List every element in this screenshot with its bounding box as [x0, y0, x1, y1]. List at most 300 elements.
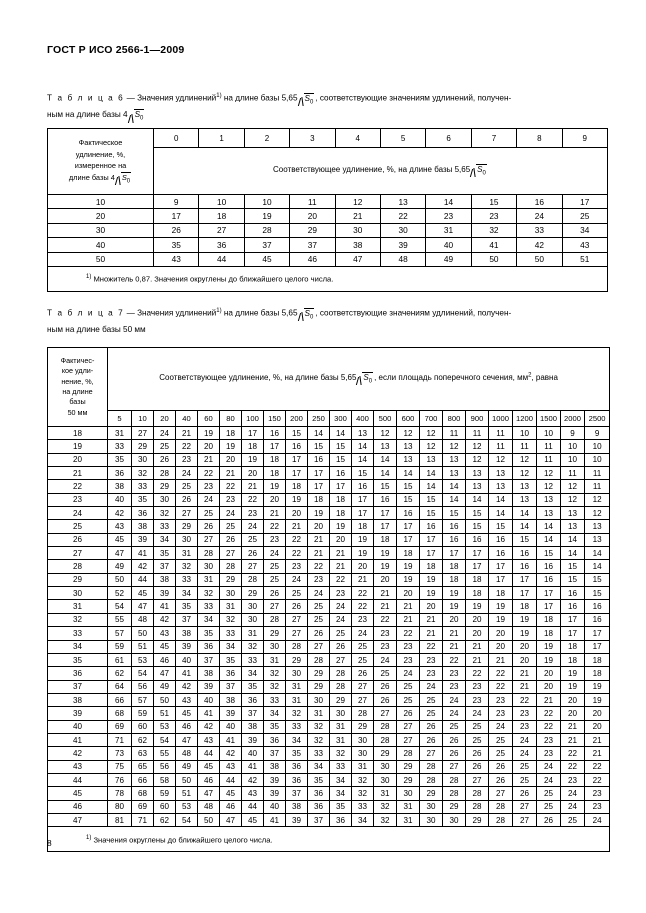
table7-row-label: 20 — [48, 453, 108, 466]
table7-cell: 21 — [374, 587, 397, 600]
table7-stub-line-2: кое удли- — [61, 366, 94, 376]
table6-row-label: 40 — [48, 238, 154, 252]
table7-cell: 25 — [308, 613, 330, 626]
table6-col-header: 6 — [426, 129, 471, 148]
table6-cell: 41 — [471, 238, 516, 252]
table7-cell: 25 — [513, 760, 537, 773]
table7-cell: 10 — [537, 427, 561, 440]
table7-cell: 32 — [176, 560, 198, 573]
table7-cell: 26 — [176, 493, 198, 506]
table7-cell: 10 — [513, 427, 537, 440]
table7-cell: 20 — [286, 507, 308, 520]
table7-cell: 25 — [420, 707, 443, 720]
table7-cell: 18 — [220, 427, 242, 440]
table7-row-label: 31 — [48, 600, 108, 613]
table7-col-header: 200 — [286, 411, 308, 427]
table7-row-label: 33 — [48, 627, 108, 640]
table7-cell: 17 — [513, 573, 537, 586]
table7-col-header: 20 — [154, 411, 176, 427]
table7-cell: 15 — [330, 440, 352, 453]
table7-cell: 23 — [242, 507, 264, 520]
table7-cell: 68 — [108, 707, 132, 720]
table7-cell: 28 — [286, 640, 308, 653]
table7-cell: 22 — [585, 773, 610, 786]
table7-cell: 30 — [374, 760, 397, 773]
table7-cell: 28 — [489, 813, 513, 826]
table7-cell: 23 — [489, 707, 513, 720]
table6-row-label: 50 — [48, 252, 154, 266]
table7-cell: 69 — [108, 720, 132, 733]
table7-cell: 20 — [537, 680, 561, 693]
table6-cell: 29 — [290, 223, 335, 237]
table7-cell: 27 — [443, 760, 466, 773]
table7-cell: 21 — [176, 427, 198, 440]
table7-caption-text-4: ным на длине базы 50 мм — [47, 325, 146, 335]
table7-cell: 17 — [585, 640, 610, 653]
table7-row-label: 18 — [48, 427, 108, 440]
table7-cell: 41 — [264, 813, 286, 826]
table7-cell: 23 — [585, 787, 610, 800]
table7-cell: 20 — [330, 533, 352, 546]
table7-cell: 25 — [489, 747, 513, 760]
table7-cell: 15 — [352, 467, 374, 480]
table7-cell: 28 — [466, 787, 489, 800]
page-number: 8 — [47, 838, 52, 848]
table7-row-label: 42 — [48, 747, 108, 760]
table7-row-label: 44 — [48, 773, 108, 786]
table7-cell: 48 — [132, 613, 154, 626]
table7-cell: 32 — [374, 813, 397, 826]
table7-body — [48, 427, 610, 827]
table7-cell: 38 — [242, 720, 264, 733]
table7-cell: 15 — [330, 453, 352, 466]
table7-cell: 41 — [220, 733, 242, 746]
table7-cell: 42 — [154, 613, 176, 626]
table7-foot — [48, 827, 610, 852]
table7-cell: 29 — [330, 693, 352, 706]
table7-cell: 34 — [176, 587, 198, 600]
table7-cell: 11 — [537, 440, 561, 453]
table7-cell: 23 — [443, 667, 466, 680]
table6-span-radical-sub: 0 — [482, 170, 486, 177]
table7-caption-radical-1-sub: 0 — [309, 314, 314, 321]
table7-cell: 29 — [264, 627, 286, 640]
table7-footnote-text: Значения округлены до ближайшего целого числа. — [93, 835, 273, 845]
table7-cell: 18 — [537, 627, 561, 640]
table7-cell: 30 — [198, 560, 220, 573]
table7-cell: 17 — [561, 613, 585, 626]
table7-cell: 30 — [420, 800, 443, 813]
table7-cell: 34 — [198, 613, 220, 626]
table7-cell: 25 — [420, 693, 443, 706]
table7-cell: 29 — [397, 760, 420, 773]
sqrt-radical-icon — [299, 306, 315, 323]
table7-cell: 22 — [537, 707, 561, 720]
table6-cell: 27 — [199, 223, 244, 237]
table7-cell: 50 — [198, 813, 220, 826]
table7-cell: 16 — [466, 533, 489, 546]
table7-cell: 31 — [374, 787, 397, 800]
table7-cell: 20 — [242, 467, 264, 480]
table7-cell: 27 — [352, 680, 374, 693]
table7-cell: 41 — [242, 760, 264, 773]
table7-cell: 21 — [585, 733, 610, 746]
table7-cell: 18 — [374, 533, 397, 546]
table7-cell: 32 — [308, 733, 330, 746]
table7-cell: 44 — [242, 800, 264, 813]
table7-cell: 26 — [489, 773, 513, 786]
table7-cell: 31 — [176, 547, 198, 560]
table7-cell: 10 — [561, 440, 585, 453]
table7-cell: 13 — [420, 453, 443, 466]
table7-cell: 23 — [537, 747, 561, 760]
table7-cell: 23 — [397, 653, 420, 666]
table-6 — [47, 128, 608, 292]
table-row — [48, 813, 610, 826]
table6-span-header-text: Соответствующее удлинение, %, на длине базы 5,65 — [273, 164, 471, 174]
table7-cell: 25 — [330, 627, 352, 640]
table7-cell: 29 — [443, 800, 466, 813]
table7-cell: 41 — [198, 707, 220, 720]
table7-cell: 46 — [220, 800, 242, 813]
table7-cell: 17 — [352, 493, 374, 506]
table7-span-radical: S — [363, 372, 369, 382]
table6-cell: 38 — [335, 238, 380, 252]
table7-cell: 21 — [374, 600, 397, 613]
table7-cell: 19 — [513, 613, 537, 626]
table6-stub-line-1: Фактическое — [78, 138, 123, 148]
table7-cell: 17 — [308, 467, 330, 480]
table6-footnote-marker: 1) — [86, 274, 92, 281]
table7-cell: 20 — [585, 707, 610, 720]
table7-cell: 17 — [513, 587, 537, 600]
table7-cell: 42 — [220, 747, 242, 760]
table6-span-radical: S — [477, 164, 483, 174]
sqrt-radical-icon — [471, 164, 487, 179]
sqrt-radical-icon — [299, 91, 315, 108]
table7-cell: 27 — [513, 800, 537, 813]
table7-cell: 35 — [220, 653, 242, 666]
table7-cell: 13 — [585, 520, 610, 533]
table7-cell: 49 — [154, 680, 176, 693]
table7-cell: 43 — [108, 520, 132, 533]
table7-cell: 22 — [198, 467, 220, 480]
table7-caption — [47, 303, 607, 338]
table6-caption-radical-2-sub: 0 — [140, 116, 144, 123]
table7-cell: 28 — [330, 667, 352, 680]
table7-cell: 38 — [176, 627, 198, 640]
table7-cell: 19 — [489, 600, 513, 613]
table7-cell: 37 — [286, 787, 308, 800]
table-row — [48, 680, 610, 693]
table7-cell: 24 — [352, 627, 374, 640]
table7-cell: 24 — [286, 573, 308, 586]
table6-cell: 43 — [154, 252, 199, 266]
table7-cell: 17 — [489, 560, 513, 573]
table7-col-header: 600 — [397, 411, 420, 427]
table7-cell: 27 — [397, 720, 420, 733]
table7-cell: 27 — [286, 627, 308, 640]
table6-stub-line-3: измеренное на — [74, 161, 127, 171]
table7-cell: 59 — [108, 640, 132, 653]
table7-cell: 16 — [264, 427, 286, 440]
table7-cell: 18 — [286, 480, 308, 493]
table6-cell: 40 — [426, 238, 471, 252]
table7-cell: 38 — [264, 760, 286, 773]
table7-cell: 35 — [264, 720, 286, 733]
table7-cell: 37 — [154, 560, 176, 573]
table7-cell: 27 — [220, 547, 242, 560]
table7-cell: 27 — [286, 613, 308, 626]
table7-span-header-text-3: , равна — [531, 372, 558, 382]
table7-cell: 71 — [108, 733, 132, 746]
table6-col-header: 5 — [380, 129, 425, 148]
table7-cell: 56 — [132, 680, 154, 693]
table7-cell: 13 — [352, 427, 374, 440]
table7-cell: 11 — [585, 467, 610, 480]
table7-cell: 18 — [242, 440, 264, 453]
table7-cell: 39 — [198, 680, 220, 693]
table6-cell: 30 — [335, 223, 380, 237]
table7-cell: 18 — [264, 467, 286, 480]
table6-cell: 37 — [244, 238, 289, 252]
table7-cell: 33 — [154, 520, 176, 533]
table6-stub-line-4: длине базы 4 $S_0$ — [68, 172, 131, 184]
table7-cell: 13 — [585, 533, 610, 546]
table6-caption-text-2: на длине базы 5,65 — [223, 93, 298, 103]
table7-cell: 21 — [308, 533, 330, 546]
table7-cell: 25 — [397, 680, 420, 693]
table7-cell: 30 — [443, 813, 466, 826]
table7-cell: 29 — [308, 680, 330, 693]
table7-cell: 15 — [443, 507, 466, 520]
table7-cell: 45 — [132, 587, 154, 600]
table-row — [48, 453, 610, 466]
table6-cell: 23 — [471, 209, 516, 223]
table7-cell: 25 — [466, 720, 489, 733]
table7-cell: 54 — [132, 667, 154, 680]
table7-cell: 23 — [420, 667, 443, 680]
table7-col-header: 40 — [176, 411, 198, 427]
table7-cell: 55 — [108, 613, 132, 626]
table7-cell: 11 — [537, 453, 561, 466]
table6-stub-radical: S — [121, 172, 127, 182]
table6-col-header: 4 — [335, 129, 380, 148]
table7-cell: 27 — [308, 640, 330, 653]
table6-cell: 19 — [244, 209, 289, 223]
table7-cell: 23 — [397, 640, 420, 653]
table7-cell: 21 — [397, 600, 420, 613]
table6-cell: 34 — [562, 223, 607, 237]
table7-cell: 21 — [585, 747, 610, 760]
table7-col-header: 100 — [242, 411, 264, 427]
table7-cell: 36 — [308, 787, 330, 800]
table7-row-label: 22 — [48, 480, 108, 493]
table7-cell: 22 — [489, 667, 513, 680]
table7-cell: 18 — [420, 560, 443, 573]
table7-cell: 18 — [585, 667, 610, 680]
table7-cell: 21 — [242, 480, 264, 493]
table7-cell: 23 — [330, 587, 352, 600]
table7-cell: 19 — [352, 547, 374, 560]
table7-cell: 15 — [397, 480, 420, 493]
table7-cell: 34 — [330, 787, 352, 800]
table7-cell: 25 — [352, 640, 374, 653]
table7-col-header: 1500 — [537, 411, 561, 427]
table7-cell: 27 — [264, 600, 286, 613]
table7-stub-line-5: базы — [69, 397, 86, 407]
table7-cell: 23 — [198, 480, 220, 493]
table7-col-header: 250 — [308, 411, 330, 427]
table7-cell: 18 — [352, 520, 374, 533]
table7-cell: 30 — [154, 493, 176, 506]
table7-cell: 30 — [330, 707, 352, 720]
table7-cell: 37 — [264, 747, 286, 760]
table6-caption-radical-2: S — [134, 110, 141, 120]
table7-cell: 51 — [132, 640, 154, 653]
table7-cell: 21 — [330, 547, 352, 560]
table6-row-label: 20 — [48, 209, 154, 223]
table7-cell: 41 — [154, 600, 176, 613]
table7-cell: 17 — [242, 427, 264, 440]
table7-cell: 29 — [242, 587, 264, 600]
table-row — [48, 747, 610, 760]
table7-cell: 38 — [286, 800, 308, 813]
table7-numeric-header-row — [48, 411, 610, 427]
table7-cell: 25 — [489, 733, 513, 746]
table6-cell: 24 — [517, 209, 562, 223]
table7-cell: 32 — [154, 507, 176, 520]
table7-cell: 16 — [397, 507, 420, 520]
table6-footnote — [48, 266, 608, 291]
table7-row-label: 27 — [48, 547, 108, 560]
table7-cell: 12 — [537, 480, 561, 493]
table7-cell: 15 — [420, 493, 443, 506]
table7-cell: 33 — [242, 653, 264, 666]
table7-row-label: 41 — [48, 733, 108, 746]
table7-header-row — [48, 348, 610, 411]
table7-cell: 14 — [513, 520, 537, 533]
table7-cell: 25 — [264, 560, 286, 573]
table6-caption-text-4: ным на длине базы 4 — [47, 110, 128, 120]
table7-cell: 22 — [352, 587, 374, 600]
table7-cell: 38 — [154, 573, 176, 586]
table7-cell: 30 — [397, 787, 420, 800]
table7-cell: 39 — [264, 787, 286, 800]
table6-stub-header — [48, 129, 154, 195]
table7-cell: 24 — [308, 587, 330, 600]
table7-cell: 16 — [513, 560, 537, 573]
table7-cell: 24 — [220, 507, 242, 520]
table7-cell: 45 — [108, 533, 132, 546]
table7-cell: 26 — [308, 627, 330, 640]
table7-caption-text-1: Значения удлинений — [137, 308, 217, 318]
table7-cell: 11 — [585, 480, 610, 493]
table7-cell: 37 — [176, 613, 198, 626]
table7-row-label: 26 — [48, 533, 108, 546]
table7-cell: 40 — [176, 653, 198, 666]
table7-cell: 10 — [585, 453, 610, 466]
table7-caption-superscript: 1) — [216, 308, 222, 314]
table7-cell: 18 — [513, 600, 537, 613]
table7-cell: 16 — [513, 547, 537, 560]
table7-cell: 14 — [352, 440, 374, 453]
table7-cell: 21 — [489, 653, 513, 666]
table6-cell: 15 — [471, 195, 516, 209]
table7-cell: 12 — [443, 440, 466, 453]
table7-cell: 40 — [198, 693, 220, 706]
table7-caption-text-3: , соответствующие значениям удлинений, получен- — [315, 308, 512, 318]
table7-cell: 17 — [466, 547, 489, 560]
table7-cell: 19 — [286, 493, 308, 506]
table7-cell: 35 — [176, 600, 198, 613]
table7-cell: 22 — [489, 680, 513, 693]
table7-cell: 53 — [154, 720, 176, 733]
table7-cell: 27 — [374, 707, 397, 720]
table7-cell: 29 — [420, 787, 443, 800]
table6-col-header: 3 — [290, 129, 335, 148]
table7-cell: 27 — [397, 733, 420, 746]
table7-cell: 37 — [198, 653, 220, 666]
table7-cell: 24 — [397, 667, 420, 680]
table7-footnote — [48, 827, 610, 852]
table7-cell: 60 — [154, 800, 176, 813]
table7-cell: 47 — [154, 667, 176, 680]
table7-cell: 22 — [374, 613, 397, 626]
table6-footnote-row — [48, 266, 608, 291]
table7-cell: 14 — [420, 467, 443, 480]
table7-cell: 26 — [420, 733, 443, 746]
table-row — [48, 693, 610, 706]
table7-cell: 22 — [443, 653, 466, 666]
table7-cell: 35 — [308, 773, 330, 786]
table7-cell: 17 — [537, 600, 561, 613]
table7-cell: 28 — [330, 680, 352, 693]
table-row — [48, 547, 610, 560]
table7-cell: 45 — [154, 640, 176, 653]
table7-cell: 27 — [242, 560, 264, 573]
table7-row-label: 32 — [48, 613, 108, 626]
table7-cell: 18 — [466, 573, 489, 586]
table7-cell: 34 — [154, 533, 176, 546]
table7-cell: 21 — [308, 547, 330, 560]
table7-cell: 39 — [132, 533, 154, 546]
table7-cell: 22 — [397, 627, 420, 640]
table7-cell: 36 — [198, 640, 220, 653]
table7-cell: 18 — [489, 587, 513, 600]
table7-cell: 43 — [242, 787, 264, 800]
table7-cell: 24 — [420, 680, 443, 693]
table6-cell: 43 — [562, 238, 607, 252]
table7-footnote-marker: 1) — [86, 834, 92, 841]
table7-cell: 42 — [176, 680, 198, 693]
table7-cell: 21 — [443, 640, 466, 653]
table7-cell: 23 — [176, 453, 198, 466]
table7-cell: 18 — [330, 507, 352, 520]
document-header: ГОСТ Р ИСО 2566-1—2009 — [47, 44, 185, 56]
table7-cell: 59 — [154, 787, 176, 800]
table7-cell: 10 — [585, 440, 610, 453]
table7-row-label: 43 — [48, 760, 108, 773]
table7-cell: 37 — [220, 680, 242, 693]
table7-cell: 30 — [132, 453, 154, 466]
table7-cell: 12 — [513, 453, 537, 466]
sqrt-radical-icon — [129, 107, 145, 124]
table7-cell: 30 — [420, 813, 443, 826]
table6-cell: 13 — [380, 195, 425, 209]
table-row — [48, 720, 610, 733]
table7-cell: 35 — [198, 627, 220, 640]
